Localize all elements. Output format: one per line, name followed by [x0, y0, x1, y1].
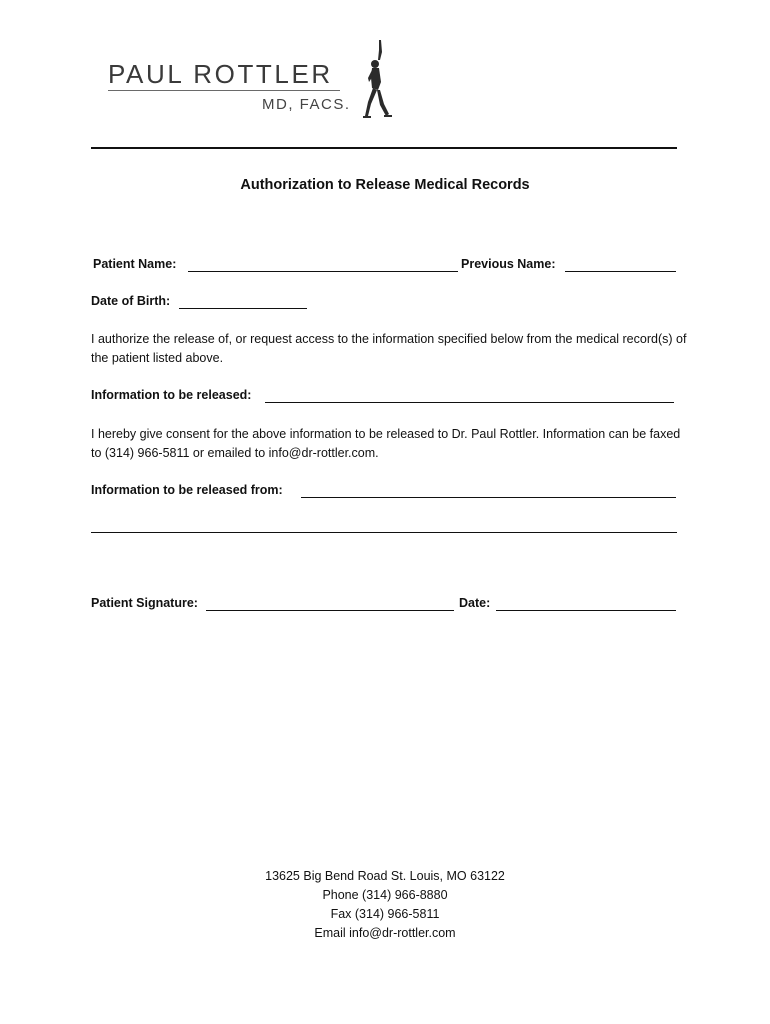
- previous-name-label: Previous Name:: [461, 257, 556, 271]
- info-released-from-label: Information to be released from:: [91, 483, 283, 497]
- patient-name-field[interactable]: [188, 271, 458, 272]
- footer-contact: [0, 867, 770, 943]
- authorize-paragraph: I authorize the release of, or request access to the information specified below from the medical record(s) of the patient listed above.: [91, 332, 687, 365]
- consent-paragraph: I hereby give consent for the above information to be released to Dr. Paul Rottler. Information can be faxed to (314) 966-5811 or emailed to info@dr-rottler.com.: [91, 427, 681, 460]
- footer-address: 13625 Big Bend Road St. Louis, MO 63122: [265, 869, 505, 883]
- date-label: Date:: [459, 596, 491, 610]
- practice-logo: [108, 38, 408, 122]
- signature-field[interactable]: [206, 610, 454, 611]
- previous-name-field[interactable]: [565, 271, 676, 272]
- logo-name: PAUL ROTTLER: [108, 59, 333, 89]
- info-released-from-field-line2[interactable]: [91, 532, 677, 533]
- patient-name-label: Patient Name:: [93, 257, 177, 271]
- footer-email: Email info@dr-rottler.com: [314, 926, 456, 940]
- logo-rule: [108, 90, 340, 91]
- header-divider: [91, 147, 677, 149]
- logo-credentials: MD, FACS.: [262, 96, 351, 113]
- info-released-field[interactable]: [265, 402, 674, 403]
- date-field[interactable]: [496, 610, 676, 611]
- info-released-label: Information to be released:: [91, 388, 252, 402]
- dancer-silhouette-icon: [362, 38, 396, 120]
- footer-fax: Fax (314) 966-5811: [330, 907, 440, 921]
- dob-field[interactable]: [179, 308, 307, 309]
- signature-label: Patient Signature:: [91, 596, 198, 610]
- footer-phone: Phone (314) 966-8880: [322, 888, 448, 902]
- info-released-from-field[interactable]: [301, 497, 676, 498]
- form-title: Authorization to Release Medical Records: [240, 177, 530, 193]
- dob-label: Date of Birth:: [91, 294, 171, 308]
